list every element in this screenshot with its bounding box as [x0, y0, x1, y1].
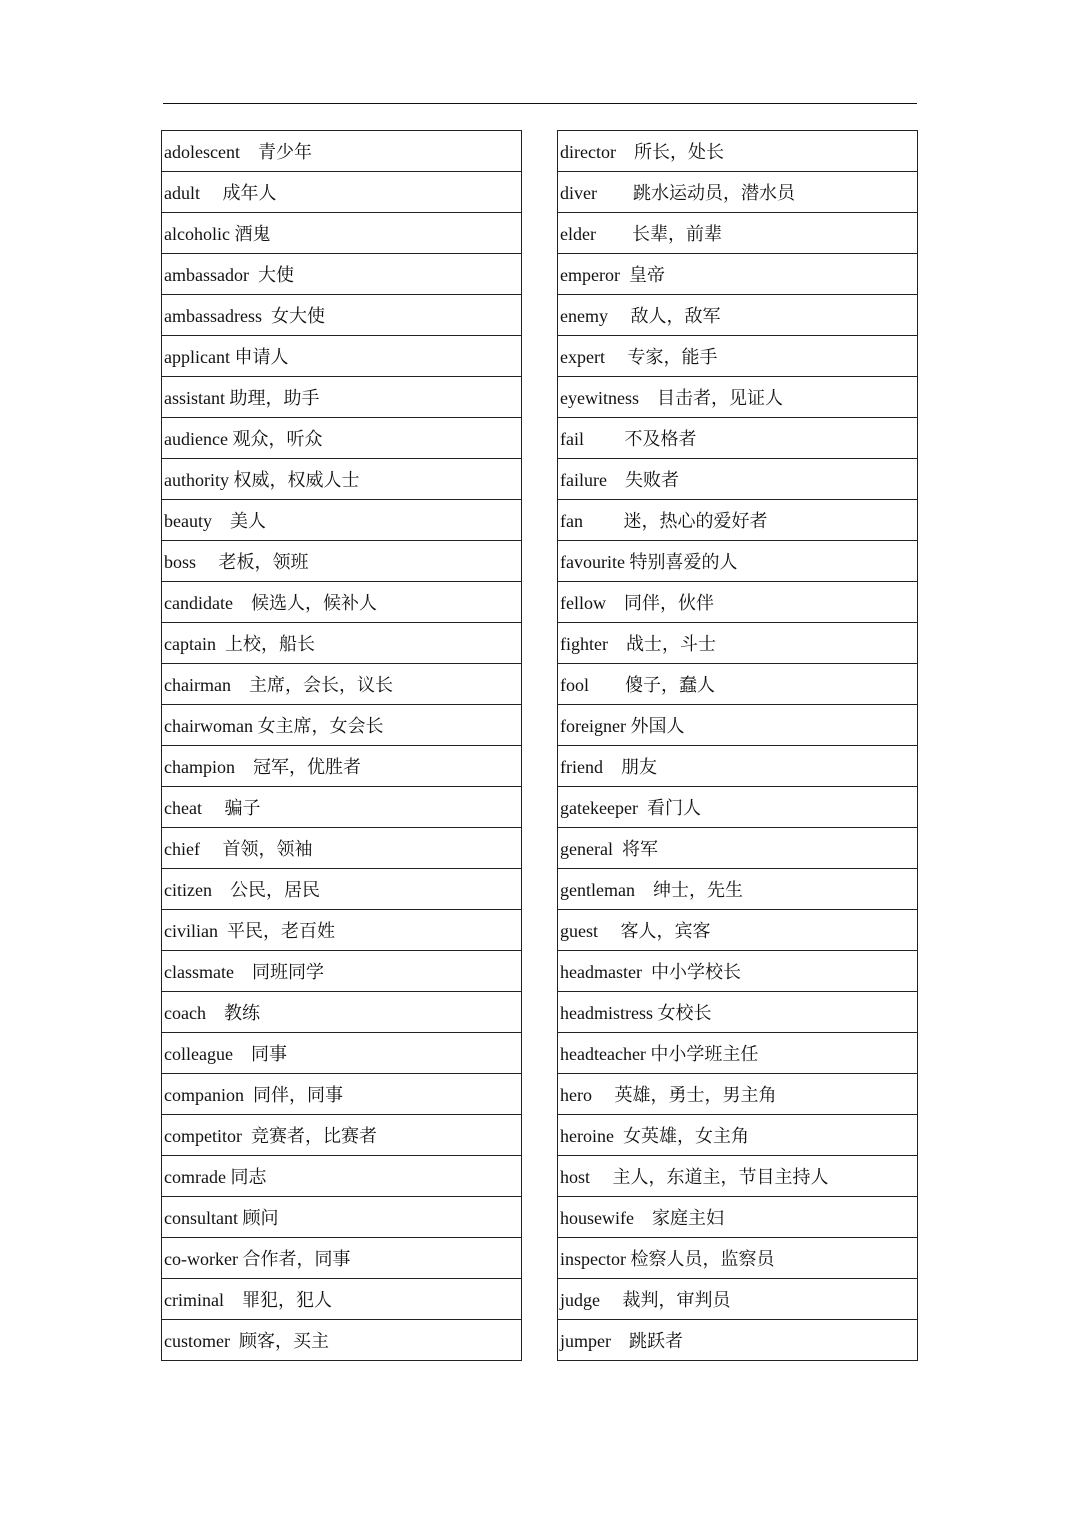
table-row	[558, 172, 918, 213]
vocab-entry: boss 老板，领班	[164, 552, 309, 572]
table-row	[162, 951, 522, 992]
table-row	[558, 992, 918, 1033]
vocab-entry-cell	[558, 951, 918, 992]
vocab-entry: coach 教练	[164, 1003, 260, 1023]
vocab-entry-cell	[162, 582, 522, 623]
vocab-entry-cell	[162, 377, 522, 418]
vocab-entry-cell	[162, 336, 522, 377]
vocab-entry: competitor 竞赛者，比赛者	[164, 1126, 377, 1146]
vocab-entry: favourite 特别喜爱的人	[560, 552, 738, 572]
table-row	[558, 459, 918, 500]
vocab-entry-cell	[558, 172, 918, 213]
vocab-entry-cell	[558, 1279, 918, 1320]
vocab-entry: beauty 美人	[164, 511, 266, 531]
vocab-entry: consultant 顾问	[164, 1208, 279, 1228]
vocab-entry: colleague 同事	[164, 1044, 287, 1064]
vocab-entry: guest 客人，宾客	[560, 921, 711, 941]
vocab-entry-cell	[558, 582, 918, 623]
table-row	[162, 623, 522, 664]
vocab-entry-cell	[558, 1320, 918, 1361]
table-row	[558, 295, 918, 336]
table-row	[558, 213, 918, 254]
vocab-entry: host 主人，东道主，节目主持人	[560, 1167, 829, 1187]
vocab-entry: companion 同伴，同事	[164, 1085, 343, 1105]
vocab-entry: jumper 跳跃者	[560, 1331, 683, 1351]
table-row	[558, 869, 918, 910]
table-row	[558, 1156, 918, 1197]
vocab-entry: eyewitness 目击者，见证人	[560, 388, 783, 408]
vocab-entry-cell	[162, 1033, 522, 1074]
vocab-entry: headteacher 中小学班主任	[560, 1044, 759, 1064]
vocab-entry-cell	[162, 1279, 522, 1320]
table-row	[558, 705, 918, 746]
vocab-entry: heroine 女英雄，女主角	[560, 1126, 749, 1146]
vocab-entry-cell	[558, 541, 918, 582]
vocab-entry: ambassador 大使	[164, 265, 294, 285]
table-row	[558, 336, 918, 377]
table-row	[558, 623, 918, 664]
table-row	[162, 746, 522, 787]
vocab-entry: adult 成年人	[164, 183, 277, 203]
vocab-entry: co-worker 合作者，同事	[164, 1249, 351, 1269]
vocab-entry: fellow 同伴，伙伴	[560, 593, 714, 613]
vocab-entry-cell	[162, 295, 522, 336]
table-row	[162, 1115, 522, 1156]
table-row	[162, 131, 522, 172]
table-row	[558, 1320, 918, 1361]
vocab-entry: comrade 同志	[164, 1167, 267, 1187]
vocab-entry: general 将军	[560, 839, 658, 859]
vocab-entry: chairman 主席，会长，议长	[164, 675, 393, 695]
vocab-entry-cell	[558, 910, 918, 951]
vocab-entry-cell	[162, 500, 522, 541]
table-row	[162, 500, 522, 541]
vocab-entry: customer 顾客，买主	[164, 1331, 329, 1351]
vocab-entry: friend 朋友	[560, 757, 657, 777]
vocab-entry-cell	[162, 1115, 522, 1156]
table-row	[558, 746, 918, 787]
vocab-entry-cell	[558, 377, 918, 418]
table-row	[558, 787, 918, 828]
table-row	[162, 992, 522, 1033]
vocab-table-right-body	[558, 131, 918, 1361]
vocab-entry: adolescent 青少年	[164, 142, 312, 162]
table-row	[162, 377, 522, 418]
table-row	[558, 1074, 918, 1115]
vocab-entry: headmistress 女校长	[560, 1003, 712, 1023]
vocab-entry-cell	[162, 213, 522, 254]
vocab-entry-cell	[558, 1074, 918, 1115]
table-row	[162, 910, 522, 951]
vocab-entry: classmate 同班同学	[164, 962, 324, 982]
table-row	[162, 787, 522, 828]
table-row	[558, 1238, 918, 1279]
vocab-entry: housewife 家庭主妇	[560, 1208, 724, 1228]
vocab-entry: authority 权威，权威人士	[164, 470, 360, 490]
vocab-entry: fool 傻子，蠢人	[560, 675, 715, 695]
vocab-entry-cell	[558, 500, 918, 541]
vocab-entry: assistant 助理，助手	[164, 388, 320, 408]
vocab-entry: ambassadress 女大使	[164, 306, 325, 326]
vocab-entry-cell	[558, 623, 918, 664]
table-row	[162, 418, 522, 459]
vocab-entry: alcoholic 酒鬼	[164, 224, 271, 244]
vocab-entry-cell	[162, 459, 522, 500]
vocab-entry: director 所长，处长	[560, 142, 724, 162]
table-row	[162, 1074, 522, 1115]
vocab-entry-cell	[162, 828, 522, 869]
table-row	[162, 828, 522, 869]
vocab-entry-cell	[558, 746, 918, 787]
vocab-entry: fighter 战士，斗士	[560, 634, 716, 654]
table-row	[162, 1156, 522, 1197]
vocab-entry-cell	[558, 664, 918, 705]
vocab-entry-cell	[162, 705, 522, 746]
table-row	[162, 582, 522, 623]
table-row	[558, 254, 918, 295]
vocab-entry-cell	[558, 787, 918, 828]
vocab-entry-cell	[162, 951, 522, 992]
vocab-entry: foreigner 外国人	[560, 716, 685, 736]
vocab-entry-cell	[162, 131, 522, 172]
vocab-entry: gatekeeper 看门人	[560, 798, 701, 818]
table-row	[558, 541, 918, 582]
header-rule	[163, 103, 917, 104]
vocab-entry-cell	[558, 1033, 918, 1074]
table-row	[558, 418, 918, 459]
vocab-entry-cell	[162, 664, 522, 705]
vocab-entry-cell	[558, 459, 918, 500]
vocab-entry: champion 冠军，优胜者	[164, 757, 361, 777]
vocab-entry: judge 裁判，审判员	[560, 1290, 731, 1310]
vocab-entry-cell	[558, 869, 918, 910]
table-row	[558, 951, 918, 992]
vocab-entry-cell	[558, 1156, 918, 1197]
vocab-entry-cell	[162, 254, 522, 295]
vocab-entry: civilian 平民，老百姓	[164, 921, 335, 941]
table-row	[558, 1279, 918, 1320]
table-row	[162, 213, 522, 254]
vocab-entry-cell	[162, 746, 522, 787]
table-row	[558, 500, 918, 541]
vocab-entry-cell	[558, 254, 918, 295]
vocab-entry-cell	[162, 172, 522, 213]
vocab-entry-cell	[558, 336, 918, 377]
vocab-entry: headmaster 中小学校长	[560, 962, 741, 982]
vocab-entry: failure 失败者	[560, 470, 679, 490]
vocab-entry-cell	[162, 787, 522, 828]
vocab-entry: expert 专家，能手	[560, 347, 718, 367]
vocab-entry: criminal 罪犯，犯人	[164, 1290, 332, 1310]
table-row	[162, 1033, 522, 1074]
vocab-entry-cell	[558, 1238, 918, 1279]
vocab-entry: emperor 皇帝	[560, 265, 665, 285]
table-row	[558, 1115, 918, 1156]
table-row	[162, 705, 522, 746]
vocab-entry: hero 英雄，勇士，男主角	[560, 1085, 777, 1105]
vocab-entry: enemy 敌人，敌军	[560, 306, 721, 326]
vocab-entry: gentleman 绅士，先生	[560, 880, 743, 900]
vocab-entry-cell	[558, 418, 918, 459]
vocab-entry-cell	[162, 623, 522, 664]
vocab-entry-cell	[558, 131, 918, 172]
table-row	[558, 1033, 918, 1074]
vocab-entry: audience 观众，听众	[164, 429, 323, 449]
vocab-entry-cell	[162, 910, 522, 951]
vocab-entry-cell	[162, 1074, 522, 1115]
vocab-entry-cell	[162, 869, 522, 910]
vocab-entry: chairwoman 女主席，女会长	[164, 716, 384, 736]
table-row	[558, 582, 918, 623]
table-row	[162, 254, 522, 295]
table-row	[558, 131, 918, 172]
vocab-entry-cell	[558, 295, 918, 336]
vocab-entry: diver 跳水运动员，潜水员	[560, 183, 795, 203]
table-row	[558, 1197, 918, 1238]
vocab-entry: fail 不及格者	[560, 429, 697, 449]
vocab-entry: chief 首领，领袖	[164, 839, 313, 859]
table-row	[558, 910, 918, 951]
vocab-entry-cell	[162, 541, 522, 582]
vocab-entry-cell	[162, 1238, 522, 1279]
vocab-entry: inspector 检察人员，监察员	[560, 1249, 775, 1269]
table-row	[162, 1320, 522, 1361]
vocab-table-right	[557, 130, 918, 1361]
vocab-entry: elder 长辈，前辈	[560, 224, 722, 244]
table-row	[162, 664, 522, 705]
table-row	[558, 828, 918, 869]
vocab-entry-cell	[558, 1115, 918, 1156]
vocab-entry-cell	[558, 1197, 918, 1238]
vocab-entry-cell	[558, 828, 918, 869]
vocab-entry-cell	[558, 705, 918, 746]
vocab-entry: candidate 候选人，候补人	[164, 593, 377, 613]
vocab-entry: applicant 申请人	[164, 347, 289, 367]
vocab-entry-cell	[558, 992, 918, 1033]
table-row	[162, 336, 522, 377]
table-row	[162, 1238, 522, 1279]
vocab-entry-cell	[162, 418, 522, 459]
vocab-table-left-body	[162, 131, 522, 1361]
vocab-entry: fan 迷，热心的爱好者	[560, 511, 768, 531]
vocab-entry-cell	[162, 1320, 522, 1361]
table-row	[162, 459, 522, 500]
table-row	[162, 1197, 522, 1238]
vocab-entry-cell	[162, 992, 522, 1033]
table-row	[558, 377, 918, 418]
vocab-table-left	[161, 130, 522, 1361]
table-row	[162, 295, 522, 336]
table-row	[162, 869, 522, 910]
vocab-entry: citizen 公民，居民	[164, 880, 320, 900]
vocab-entry: cheat 骗子	[164, 798, 261, 818]
table-row	[558, 664, 918, 705]
vocab-entry-cell	[162, 1156, 522, 1197]
vocab-entry-cell	[162, 1197, 522, 1238]
table-row	[162, 541, 522, 582]
vocab-entry-cell	[558, 213, 918, 254]
table-row	[162, 1279, 522, 1320]
table-row	[162, 172, 522, 213]
vocab-entry: captain 上校，船长	[164, 634, 315, 654]
